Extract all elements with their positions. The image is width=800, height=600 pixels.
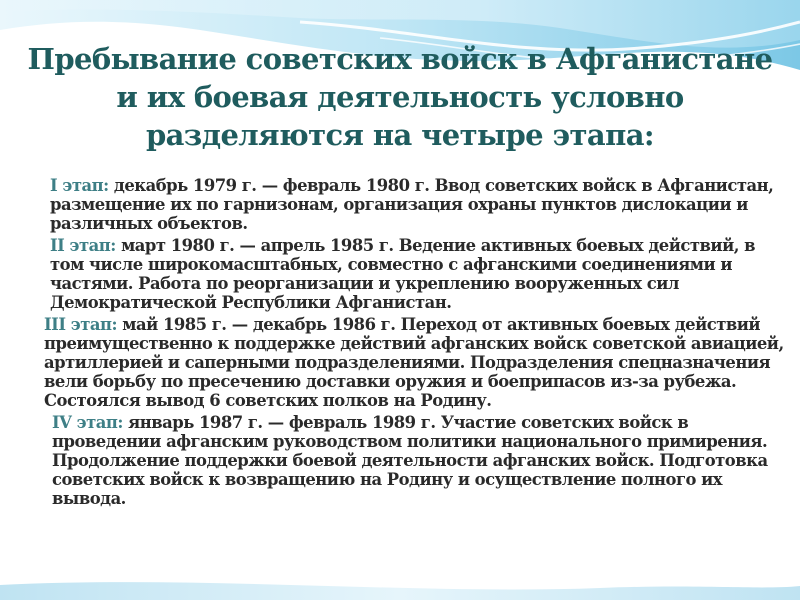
stage-2-text: март 1980 г. — апрель 1985 г. Ведение активных боевых действий, в том числе широкомасштабных, совместно с афганскими соединениями и частями. Работа по реорганизации и укреплению вооруженных сил Демократической Республики Афганистан. <box>50 236 756 312</box>
stage-4-label: IV этап: <box>52 413 123 432</box>
stages-list <box>32 176 784 511</box>
stage-2-label: II этап: <box>50 236 116 255</box>
stage-3-label: III этап: <box>44 315 118 334</box>
stage-1-text: декабрь 1979 г. — февраль 1980 г. Ввод советских войск в Афганистан, размещение их по гарнизонам, организация охраны пунктов дислокации и различных объектов. <box>50 176 774 233</box>
stage-3-text: май 1985 г. — декабрь 1986 г. Переход от активных боевых действий преимущественно к поддержке действий афганских войск советской авиацией, артиллерией и саперными подразделениями. Подразделения спецназначения вели борьбу по пресечению доставки оружия и боеприпасов из-за рубежа. Состоялся вывод 6 советских полков на Родину. <box>44 315 784 410</box>
bottom-wave <box>0 582 800 600</box>
slide-title: Пребывание советских войск в Афганистане и их боевая деятельность условно разделяются на четыре этапа: <box>27 42 773 152</box>
stage-1 <box>32 176 784 233</box>
stage-4 <box>32 413 784 508</box>
stage-1-label: I этап: <box>50 176 109 195</box>
stage-3 <box>32 315 784 410</box>
stage-4-text: январь 1987 г. — февраль 1989 г. Участие советских войск в проведении афганским руководством политики национального примирения. Продолжение поддержки боевой деятельности афганских войск. Подготовка советских войск к возвращению на Родину и осуществление полного их вывода. <box>52 413 768 508</box>
stage-2 <box>32 236 784 312</box>
